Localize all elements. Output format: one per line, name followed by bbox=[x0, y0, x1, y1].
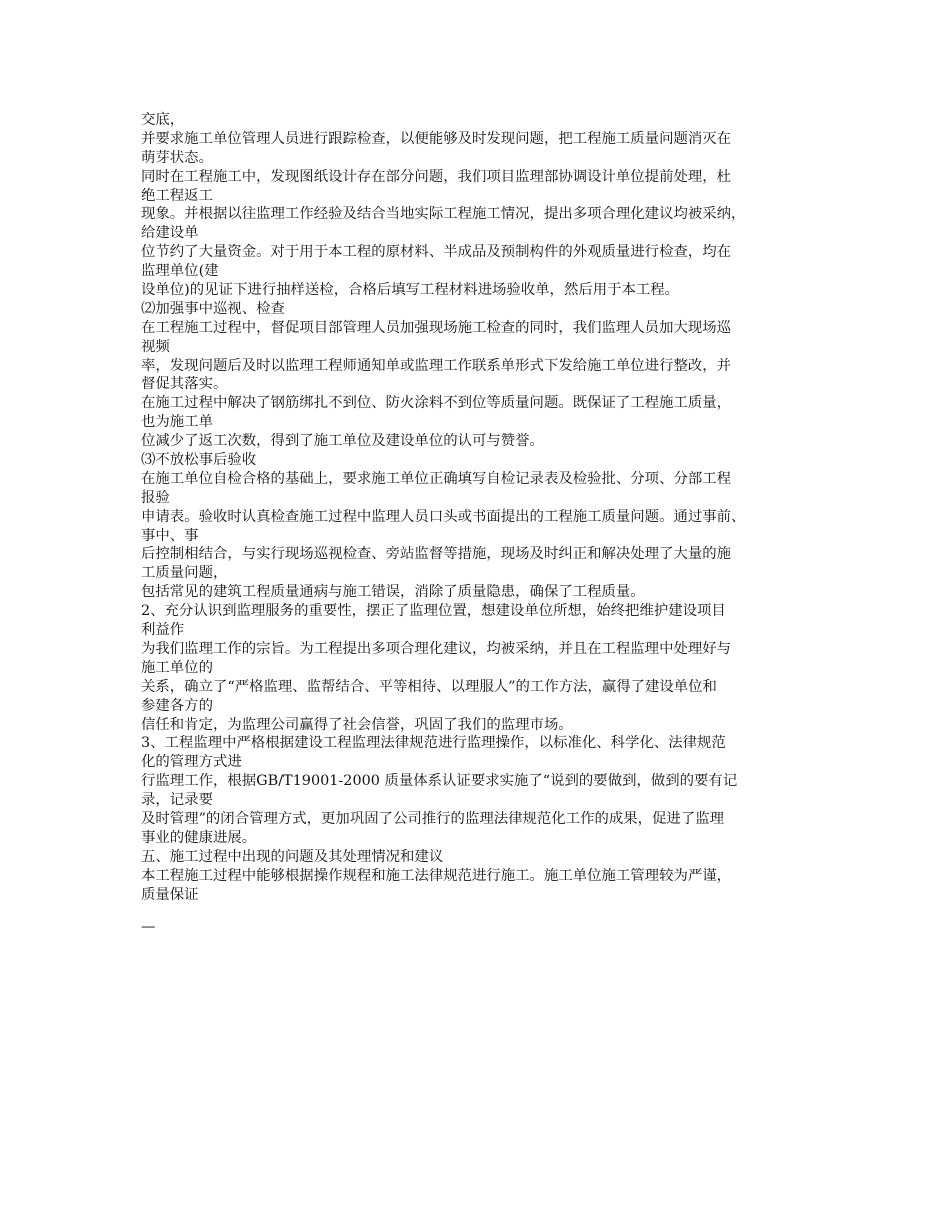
text-line: 事业的健康进展。 bbox=[141, 829, 257, 846]
text-line: 也为施工单 bbox=[141, 414, 213, 431]
text-line: 位减少了返工次数，得到了施工单位及建设单位的认可与赞誉。 bbox=[141, 433, 544, 450]
text-line: 督促其落实。 bbox=[141, 376, 228, 393]
text-line: 事中、事 bbox=[141, 527, 199, 544]
text-line: 报验 bbox=[141, 489, 170, 506]
text-line: 同时在工程施工中，发现图纸设计存在部分问题，我们项目监理部协调设计单位提前处理，杜 bbox=[141, 168, 732, 185]
text-line: 位节约了大量资金。对于用于本工程的原材料、半成品及预制构件的外观质量进行检查，均在 bbox=[141, 244, 732, 261]
text-line: 申请表。验收时认真检查施工过程中监理人员口头或书面提出的工程施工质量问题。通过事前、 bbox=[141, 508, 746, 525]
text-line: 现象。并根据以往监理工作经验及结合当地实际工程施工情况，提出多项合理化建议均被采纳， bbox=[141, 206, 746, 223]
text-line: 在施工单位自检合格的基础上，要求施工单位正确填写自检记录表及检验批、分项、分部工程 bbox=[141, 470, 732, 487]
section-heading: 五、施工过程中出现的问题及其处理情况和建议 bbox=[141, 848, 444, 865]
section-heading: ⑵加强事中巡视、检查 bbox=[141, 300, 285, 317]
text-line: 信任和肯定，为监理公司赢得了社会信誉，巩固了我们的监理市场。 bbox=[141, 716, 573, 733]
text-line: 视频 bbox=[141, 338, 170, 355]
text-line: 化的管理方式进 bbox=[141, 754, 242, 771]
text-line: 3、工程监理中严格根据建设工程监理法律规范进行监理操作，以标准化、科学化、法律规范 bbox=[141, 735, 726, 752]
text-line: 录，记录要 bbox=[141, 792, 213, 809]
text-line: 本工程施工过程中能够根据操作规程和施工法律规范进行施工。施工单位施工管理较为严谨， bbox=[141, 867, 732, 884]
text-line: 关系，确立了“严格监理、监帮结合、平等相待、以理服人”的工作方法，赢得了建设单位和 bbox=[141, 678, 717, 695]
text-line: 质量保证 bbox=[141, 886, 199, 903]
text-line: 后控制相结合，与实行现场巡视检查、旁站监督等措施，现场及时纠正和解决处理了大量的施 bbox=[141, 546, 732, 563]
text-line: 在工程施工过程中，督促项目部管理人员加强现场施工检查的同时，我们监理人员加大现场巡 bbox=[141, 319, 732, 336]
footer-mark: — bbox=[141, 919, 156, 935]
text-line: 2、充分认识到监理服务的重要性，摆正了监理位置，想建设单位所想，始终把维护建设项目 bbox=[141, 603, 726, 620]
text-line: 给建设单 bbox=[141, 225, 199, 242]
text-line: 为我们监理工作的宗旨。为工程提出多项合理化建议，均被采纳，并且在工程监理中处理好与 bbox=[141, 640, 732, 657]
text-line: 施工单位的 bbox=[141, 659, 213, 676]
section-heading: ⑶不放松事后验收 bbox=[141, 452, 257, 469]
text-line: 监理单位(建 bbox=[141, 263, 219, 280]
text-line: 利益作 bbox=[141, 622, 185, 639]
text-line: 及时管理”的闭合管理方式，更加巩固了公司推行的监理法律规范化工作的成果，促进了监理 bbox=[141, 810, 724, 827]
text-line: 在施工过程中解决了钢筋绑扎不到位、防火涂料不到位等质量问题。既保证了工程施工质量， bbox=[141, 395, 732, 412]
text-line: 参建各方的 bbox=[141, 697, 213, 714]
text-line: 并要求施工单位管理人员进行跟踪检查，以便能够及时发现问题，把工程施工质量问题消灭在 bbox=[141, 130, 732, 147]
text-line: 设单位)的见证下进行抽样送检，合格后填写工程材料进场验收单，然后用于本工程。 bbox=[141, 282, 680, 299]
text-line: 萌芽状态。 bbox=[141, 149, 213, 166]
text-line: 工质量问题， bbox=[141, 565, 228, 582]
text-line: 率，发现问题后及时以监理工程师通知单或监理工作联系单形式下发给施工单位进行整改，并 bbox=[141, 357, 732, 374]
text-line: 包括常见的建筑工程质量通病与施工错误，消除了质量隐患，确保了工程质量。 bbox=[141, 584, 645, 601]
document-body bbox=[141, 111, 831, 904]
text-line: 绝工程返工 bbox=[141, 187, 213, 204]
text-line: 交底， bbox=[141, 112, 185, 128]
text-line: 行监理工作，根据GB/T19001-2000 质量体系认证要求实施了“说到的要做到，做到的要有记 bbox=[141, 773, 738, 790]
